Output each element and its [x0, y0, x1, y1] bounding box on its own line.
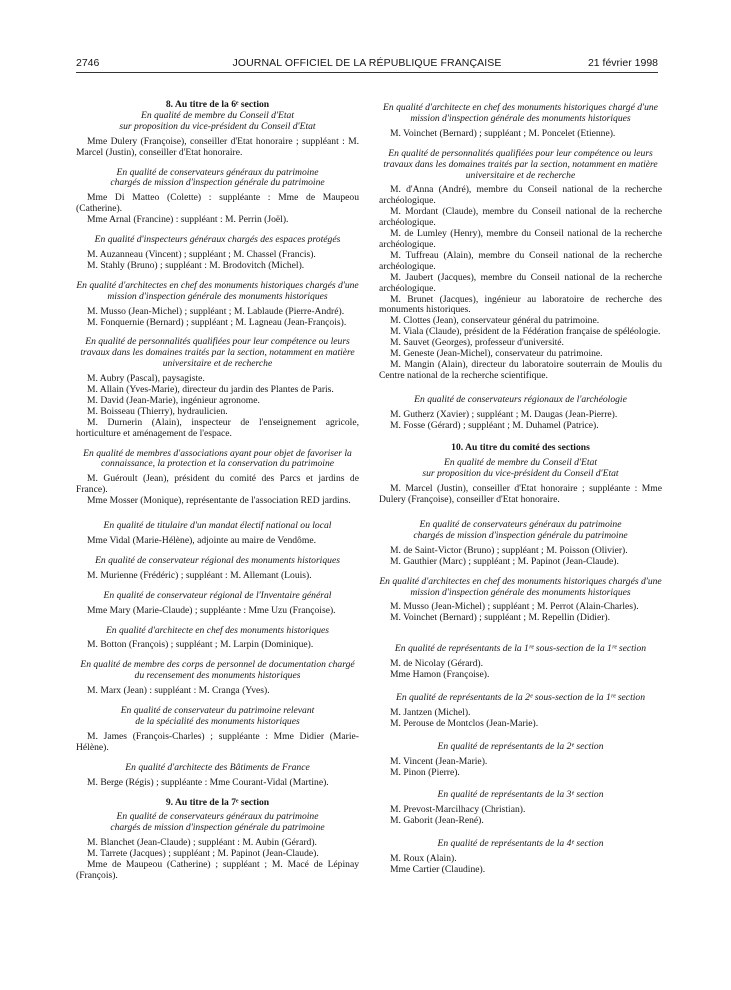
- qualification-heading: En qualité de conservateur régional des monuments historiques: [95, 554, 340, 566]
- member-entry: Mme Mary (Marie-Claude) ; suppléante : Mme Uzu (Françoise).: [87, 604, 336, 616]
- journal-title: JOURNAL OFFICIEL DE LA RÉPUBLIQUE FRANÇAISE: [232, 57, 502, 69]
- qualification-heading: En qualité de conservateurs généraux du patrimoine: [116, 166, 319, 178]
- member-entry: M. Sauvet (Georges), professeur d'université.: [390, 337, 564, 349]
- qualification-heading: En qualité de représentants de la 1ʳᵉ sous-section de la 1ʳᵉ section: [394, 643, 647, 655]
- spacer: [379, 624, 662, 644]
- member-entry: Mme Dulery (Françoise), conseiller d'Etat honoraire ; suppléant : M. Marcel (Justin), conseiller d'Etat honoraire.: [76, 135, 359, 158]
- qualification-heading: En qualité de conservateurs régionaux de l'archéologie: [414, 393, 627, 405]
- member-entry: M. Fonquernie (Bernard) ; suppléant ; M. Lagneau (Jean-François).: [87, 316, 347, 328]
- member-entry: M. Pinon (Pierre).: [390, 766, 460, 778]
- member-entry: M. de Saint-Victor (Bruno) ; suppléant ; M. Poisson (Olivier).: [390, 544, 628, 556]
- member-entry: M. Marx (Jean) : suppléant : M. Cranga (Yves).: [87, 685, 270, 697]
- member-entry: M. Jantzen (Michel).: [390, 706, 471, 718]
- member-entry: M. Fosse (Gérard) ; suppléant ; M. Duhamel (Patrice).: [390, 419, 599, 431]
- member-entry: M. Botton (François) ; suppléant ; M. Larpin (Dominique).: [87, 639, 314, 651]
- qualification-heading: En qualité d'architectes en chef des monuments historiques chargés d'une mission d'inspection générale des monuments historiques: [76, 279, 359, 302]
- spacer: [76, 507, 359, 521]
- qualification-heading: En qualité de membres d'associations ayant pour objet de favoriser la connaissance, la protection et la conservation du patrimoine: [83, 447, 352, 470]
- qualification-heading: En qualité de membre du Conseil d'Etat: [140, 109, 295, 121]
- member-entry: M. Clottes (Jean), conservateur général du patrimoine.: [390, 315, 600, 327]
- member-entry: M. Boisseau (Thierry), hydraulicien.: [87, 405, 228, 417]
- qualification-heading: En qualité de représentants de la 3ᵉ section: [437, 789, 604, 801]
- issue-date: 21 février 1998: [587, 57, 658, 69]
- qualification-heading: En qualité de personnalités qualifiées pour leur compétence ou leurs travaux dans les domaines traités par la section, notamment en matière universitaire et de recherche: [383, 147, 658, 181]
- qualification-heading: En qualité d'architecte en chef des monuments historiques: [105, 624, 330, 636]
- member-entry: M. Prevost-Marcilhacy (Christian).: [390, 804, 526, 816]
- member-entry: M. Brunet (Jacques), ingénieur au laboratoire de recherche des monuments historiques.: [379, 293, 662, 316]
- qualification-heading: En qualité d'inspecteurs généraux chargés des espaces protégés: [94, 234, 341, 246]
- qualification-heading: En qualité de représentants de la 2ᵉ section: [437, 740, 604, 752]
- header-rule: [76, 72, 658, 73]
- member-entry: M. Mordant (Claude), membre du Conseil national de la recherche archéologique.: [379, 206, 662, 229]
- member-entry: M. Blanchet (Jean-Claude) ; suppléant : M. Aubin (Gérard).: [87, 837, 317, 849]
- member-entry: M. de Nicolay (Gérard).: [390, 658, 483, 670]
- spacer: [379, 382, 662, 395]
- qualification-heading: chargés de mission d'inspection générale du patrimoine: [110, 822, 325, 834]
- member-entry: M. Voinchet (Bernard) ; suppléant ; M. Repellin (Didier).: [390, 612, 610, 624]
- qualification-heading: sur proposition du vice-président du Conseil d'Etat: [119, 120, 316, 132]
- section-title: 8. Au titre de la 6ᵉ section: [165, 99, 270, 110]
- member-entry: M. Stahly (Bruno) ; suppléant : M. Brodovitch (Michel).: [87, 259, 305, 271]
- member-entry: M. Gauthier (Marc) ; suppléant ; M. Papinot (Jean-Claude).: [390, 555, 619, 567]
- spacer: [379, 506, 662, 520]
- left-column: [76, 100, 359, 882]
- qualification-heading: chargés de mission d'inspection générale du patrimoine: [110, 177, 325, 189]
- page-header: [76, 57, 658, 71]
- member-entry: Mme Hamon (Françoise).: [390, 669, 490, 681]
- member-entry: M. Allain (Yves-Marie), directeur du jardin des Plantes de Paris.: [87, 384, 334, 396]
- qualification-heading: En qualité de conservateurs généraux du patrimoine: [419, 519, 622, 530]
- right-column: [379, 103, 662, 876]
- qualification-heading: En qualité de représentants de la 4ᵉ section: [437, 838, 604, 850]
- qualification-heading: En qualité de membre du Conseil d'Etat: [443, 457, 598, 469]
- qualification-heading: En qualité d'architecte des Bâtiments de France: [125, 761, 310, 773]
- qualification-heading: En qualité de représentants de la 2ᵉ sous-section de la 1ʳᵉ section: [395, 691, 645, 703]
- member-entry: M. James (François-Charles) ; suppléante : Mme Didier (Marie-Hélène).: [76, 730, 359, 753]
- qualification-heading: En qualité de membre des corps de personnel de documentation chargé du recensement des monuments historiques: [80, 659, 355, 682]
- member-entry: M. Marcel (Justin), conseiller d'Etat honoraire ; suppléante : Mme Dulery (Françoise), conseiller d'Etat honoraire.: [379, 483, 662, 506]
- member-entry: M. Mangin (Alain), directeur du laboratoire souterrain de Moulis du Centre national de la recherche scientifique.: [379, 358, 662, 381]
- member-entry: Mme Vidal (Marie-Hélène), adjointe au maire de Vendôme.: [87, 535, 316, 546]
- member-entry: M. David (Jean-Marie), ingénieur agronome.: [87, 394, 260, 406]
- qualification-heading: de la spécialité des monuments historiques: [135, 715, 300, 727]
- member-entry: Mme Arnal (Francine) : suppléant : M. Perrin (Joël).: [87, 214, 289, 226]
- spacer: [379, 730, 662, 742]
- member-entry: M. Geneste (Jean-Michel), conservateur du patrimoine.: [390, 348, 603, 360]
- member-entry: M. Murienne (Frédéric) ; suppléant : M. Allemant (Louis).: [87, 569, 312, 581]
- member-entry: M. de Lumley (Henry), membre du Conseil national de la recherche archéologique.: [379, 228, 662, 250]
- member-entry: M. Gutherz (Xavier) ; suppléant ; M. Daugas (Jean-Pierre).: [390, 408, 618, 420]
- member-entry: M. Voinchet (Bernard) ; suppléant ; M. Poncelet (Etienne).: [390, 127, 616, 139]
- member-entry: M. Aubry (Pascal), paysagiste.: [87, 373, 205, 385]
- qualification-heading: En qualité de conservateur régional de l'Inventaire général: [103, 589, 332, 601]
- member-entry: M. Musso (Jean-Michel) ; suppléant ; M. Lablaude (Pierre-André).: [87, 305, 345, 317]
- member-entry: M. Auzanneau (Vincent) ; suppléant ; M. Chassel (Francis).: [87, 248, 316, 260]
- member-entry: M. Musso (Jean-Michel) ; suppléant ; M. Perrot (Alain-Charles).: [390, 601, 639, 613]
- qualification-heading: En qualité d'architecte en chef des monuments historiques chargé d'une mission d'inspection générale des monuments historiques: [383, 102, 658, 124]
- member-entry: Mme Mosser (Monique), représentante de l'association RED jardins.: [87, 495, 351, 507]
- member-entry: Mme Di Matteo (Colette) : suppléante : Mme de Maupeou (Catherine).: [76, 192, 359, 215]
- member-entry: Mme de Maupeou (Catherine) ; suppléant ; M. Macé de Lépinay (François).: [76, 859, 359, 881]
- member-entry: M. Viala (Claude), président de la Fédération française de spéléologie.: [390, 326, 661, 338]
- member-entry: M. Gaborit (Jean-René).: [390, 815, 484, 827]
- member-entry: Mme Cartier (Claudine).: [390, 863, 486, 875]
- member-entry: M. Roux (Alain).: [390, 853, 457, 865]
- qualification-heading: En qualité de titulaire d'un mandat électif national ou local: [103, 520, 332, 532]
- section-title: 10. Au titre du comité des sections: [451, 442, 590, 454]
- member-entry: M. Perouse de Montclos (Jean-Marie).: [390, 717, 539, 729]
- member-entry: M. Tarrete (Jacques) ; suppléant ; M. Papinot (Jean-Claude).: [87, 848, 319, 860]
- member-entry: M. Tuffreau (Alain), membre du Conseil national de la recherche archéologique.: [379, 249, 662, 272]
- qualification-heading: En qualité de conservateur du patrimoine relevant: [120, 705, 315, 717]
- qualification-heading: En qualité d'architectes en chef des monuments historiques chargés d'une mission d'inspection générale des monuments historiques: [379, 575, 662, 598]
- page-number: 2746: [76, 57, 100, 69]
- member-entry: M. Durnerin (Alain), inspecteur de l'enseignement agricole, horticulture et aménagement de l'espace.: [76, 416, 359, 439]
- member-entry: M. Jaubert (Jacques), membre du Conseil national de la recherche archéologique.: [379, 271, 662, 294]
- member-entry: M. Guéroult (Jean), président du comité des Parcs et jardins de France).: [76, 473, 359, 496]
- section-title: 9. Au titre de la 7ᵉ section: [165, 796, 270, 808]
- member-entry: M. d'Anna (André), membre du Conseil national de la recherche archéologique.: [379, 184, 662, 207]
- qualification-heading: En qualité de conservateurs généraux du patrimoine: [116, 811, 319, 823]
- qualification-heading: En qualité de personnalités qualifiées pour leur compétence ou leurs travaux dans les domaines traités par la section, notamment en matière universitaire et de recherche: [80, 336, 355, 370]
- member-entry: M. Vincent (Jean-Marie).: [390, 755, 488, 767]
- member-entry: M. Berge (Régis) ; suppléante : Mme Courant-Vidal (Martine).: [87, 776, 329, 788]
- qualification-heading: sur proposition du vice-président du Conseil d'Etat: [422, 468, 619, 480]
- qualification-heading: chargés de mission d'inspection générale du patrimoine: [413, 529, 628, 541]
